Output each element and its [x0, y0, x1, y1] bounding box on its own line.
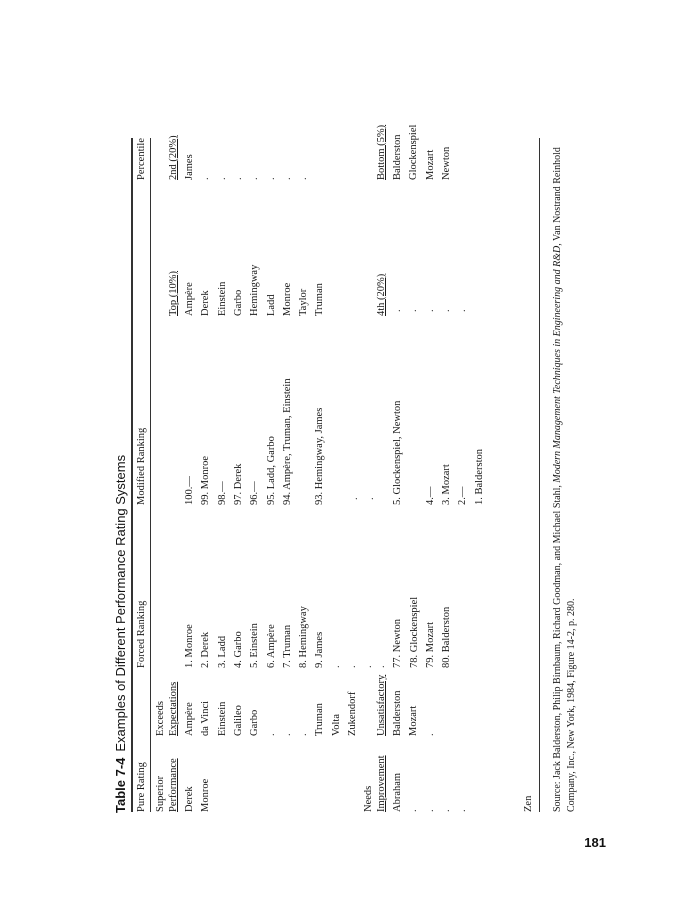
modified-ranking-entry: 99. Monroe — [200, 456, 212, 505]
pure-rating-name: . — [424, 809, 436, 812]
unsatisfactory-label: Unsatisfactory — [376, 674, 387, 736]
source-tail: Van Nostrand Reinhold Company, Inc., New York, 1984, Figure 14-2, p. 280. — [552, 147, 577, 812]
forced-ranking-entry: 7. Truman — [281, 624, 293, 668]
pure-rating-name: . — [408, 809, 420, 812]
percentile-name: Ladd — [265, 294, 277, 316]
pure-rating-name: . — [440, 809, 452, 812]
forced-ranking-entry: 79. Mozart — [424, 621, 436, 668]
exceeds-name: Einstein — [216, 701, 228, 736]
percentile-name: Hemingway — [249, 264, 261, 316]
pure-performance-label: Performance — [168, 758, 179, 812]
pure-rating-name: Derek — [184, 786, 195, 812]
exceeds-name: . — [265, 733, 277, 736]
percentile-name: . — [200, 177, 212, 180]
source-lead: Source: Jack Balderston, Philip Birnbaum, Richard Goodman, and Michael Stahl, — [552, 482, 563, 812]
pure-needs-label: Needs — [363, 785, 374, 812]
percentile-name: . — [457, 309, 469, 312]
pure-zen: Zen — [523, 795, 534, 812]
pct-bottom-header: Bottom (5%) — [376, 124, 387, 180]
header-modified-ranking: Modified Ranking — [136, 427, 147, 505]
modified-ranking-entry: 3. Mozart — [440, 464, 452, 505]
forced-ranking-entry: 5. Einstein — [249, 623, 261, 668]
percentile-name: . — [232, 177, 244, 180]
modified-ranking-entry: 100.— — [184, 476, 195, 505]
percentile-name: Monroe — [281, 282, 293, 316]
forced-ranking-entry: . — [347, 665, 358, 668]
pure-superior-label: Superior — [155, 775, 166, 812]
top-rule — [131, 138, 133, 812]
percentile-name: . — [265, 177, 277, 180]
forced-ranking-entry: 3. Ladd — [216, 635, 228, 668]
forced-ranking-entry: 78. Glockenspiel — [408, 596, 420, 668]
pure-improvement-label: Improvement — [376, 755, 387, 812]
exceeds-name: Galileo — [232, 705, 244, 736]
header-percentile: Percentile — [136, 138, 147, 180]
modified-ranking-entry: 96.— — [249, 481, 261, 505]
page-number: 181 — [584, 835, 606, 850]
modified-ranking-entry: 1. Balderston — [473, 449, 485, 505]
modified-ranking-entry: 94. Ampère, Truman, Einstein — [281, 378, 293, 505]
forced-ranking-entry: . — [363, 665, 375, 668]
percentile-name: James — [184, 154, 195, 180]
forced-ranking-entry: 1. Monroe — [184, 624, 195, 668]
table-title: Examples of Different Performance Rating Systems — [113, 454, 128, 752]
expectations-label: Expectations — [168, 681, 179, 736]
modified-ranking-entry: 2.— — [457, 486, 469, 505]
table-caption — [113, 455, 128, 813]
pct-2nd-header: 2nd (20%) — [168, 135, 179, 180]
modified-ranking-entry: 95. Ladd, Garbo — [265, 436, 277, 505]
source-note — [551, 138, 579, 812]
percentile-name: . — [298, 177, 310, 180]
percentile-name: Garbo — [232, 289, 244, 316]
modified-ranking-entry: 4.— — [424, 486, 436, 505]
exceeds-name: Ampère — [184, 702, 195, 736]
forced-ranking-entry: 77. Newton — [392, 619, 404, 668]
percentile-name: Newton — [440, 146, 452, 180]
modified-ranking-entry: . — [365, 497, 377, 500]
exceeds-name: Zukendorf — [347, 691, 358, 736]
header-rule — [150, 138, 151, 812]
exceeds-name: Volta — [330, 714, 342, 736]
pct-4th-header: 4th (20%) — [376, 273, 387, 316]
percentile-name: . — [281, 177, 293, 180]
percentile-name: . — [392, 309, 403, 312]
exceeds-label: Exceeds — [155, 701, 166, 736]
table-label: Table 7-4 — [113, 757, 128, 813]
percentile-name: Taylor — [298, 288, 310, 316]
percentile-name: . — [440, 309, 452, 312]
percentile-name: Derek — [200, 290, 212, 316]
percentile-name: Glockenspiel — [408, 124, 420, 180]
unsatisfactory-name: Mozart — [408, 705, 420, 736]
percentile-name: Truman — [314, 283, 326, 316]
pure-rating-name: Abraham — [392, 772, 403, 812]
exceeds-name: . — [298, 733, 310, 736]
modified-ranking-entry: 97. Derek — [232, 463, 244, 505]
forced-ranking-entry: . — [330, 665, 342, 668]
pure-rating-name: Monroe — [200, 778, 212, 812]
modified-ranking-entry: 98.— — [216, 481, 228, 505]
forced-ranking-entry: 2. Derek — [200, 631, 212, 668]
exceeds-name: Truman — [314, 703, 326, 736]
percentile-name: . — [408, 309, 420, 312]
percentile-name: . — [424, 309, 436, 312]
percentile-name: . — [216, 177, 228, 180]
exceeds-name: . — [281, 733, 293, 736]
forced-ranking-entry: 4. Garbo — [232, 631, 244, 668]
unsatisfactory-name: Balderston — [392, 690, 403, 736]
percentile-name: Balderston — [392, 134, 403, 180]
percentile-name: . — [249, 177, 261, 180]
forced-ranking-entry: . — [376, 665, 387, 668]
percentile-name: Ampère — [184, 282, 195, 316]
pure-rating-name: . — [457, 809, 469, 812]
modified-ranking-entry: 93. Hemingway, James — [314, 407, 326, 505]
exceeds-name: da Vinci — [200, 700, 212, 736]
header-forced-ranking: Forced Ranking — [136, 600, 147, 668]
source-book-title: Modern Management Techniques in Engineering and R&D, — [552, 243, 563, 483]
exceeds-name: Garbo — [249, 709, 261, 736]
forced-ranking-entry: 8. Hemingway — [298, 606, 310, 668]
forced-ranking-entry: 6. Ampère — [265, 624, 277, 668]
bottom-rule — [539, 138, 540, 812]
modified-ranking-entry: . — [349, 497, 360, 500]
percentile-name: Einstein — [216, 281, 228, 316]
modified-ranking-entry: 5. Glockenspiel, Newton — [392, 400, 403, 505]
forced-ranking-entry: 80. Balderston — [441, 606, 453, 668]
forced-ranking-entry: 9. James — [314, 631, 326, 668]
pct-top10-header: Top (10%) — [168, 270, 179, 316]
header-pure-rating: Pure Rating — [136, 762, 147, 812]
unsatisfactory-name: . — [424, 733, 436, 736]
percentile-name: Mozart — [424, 149, 436, 180]
